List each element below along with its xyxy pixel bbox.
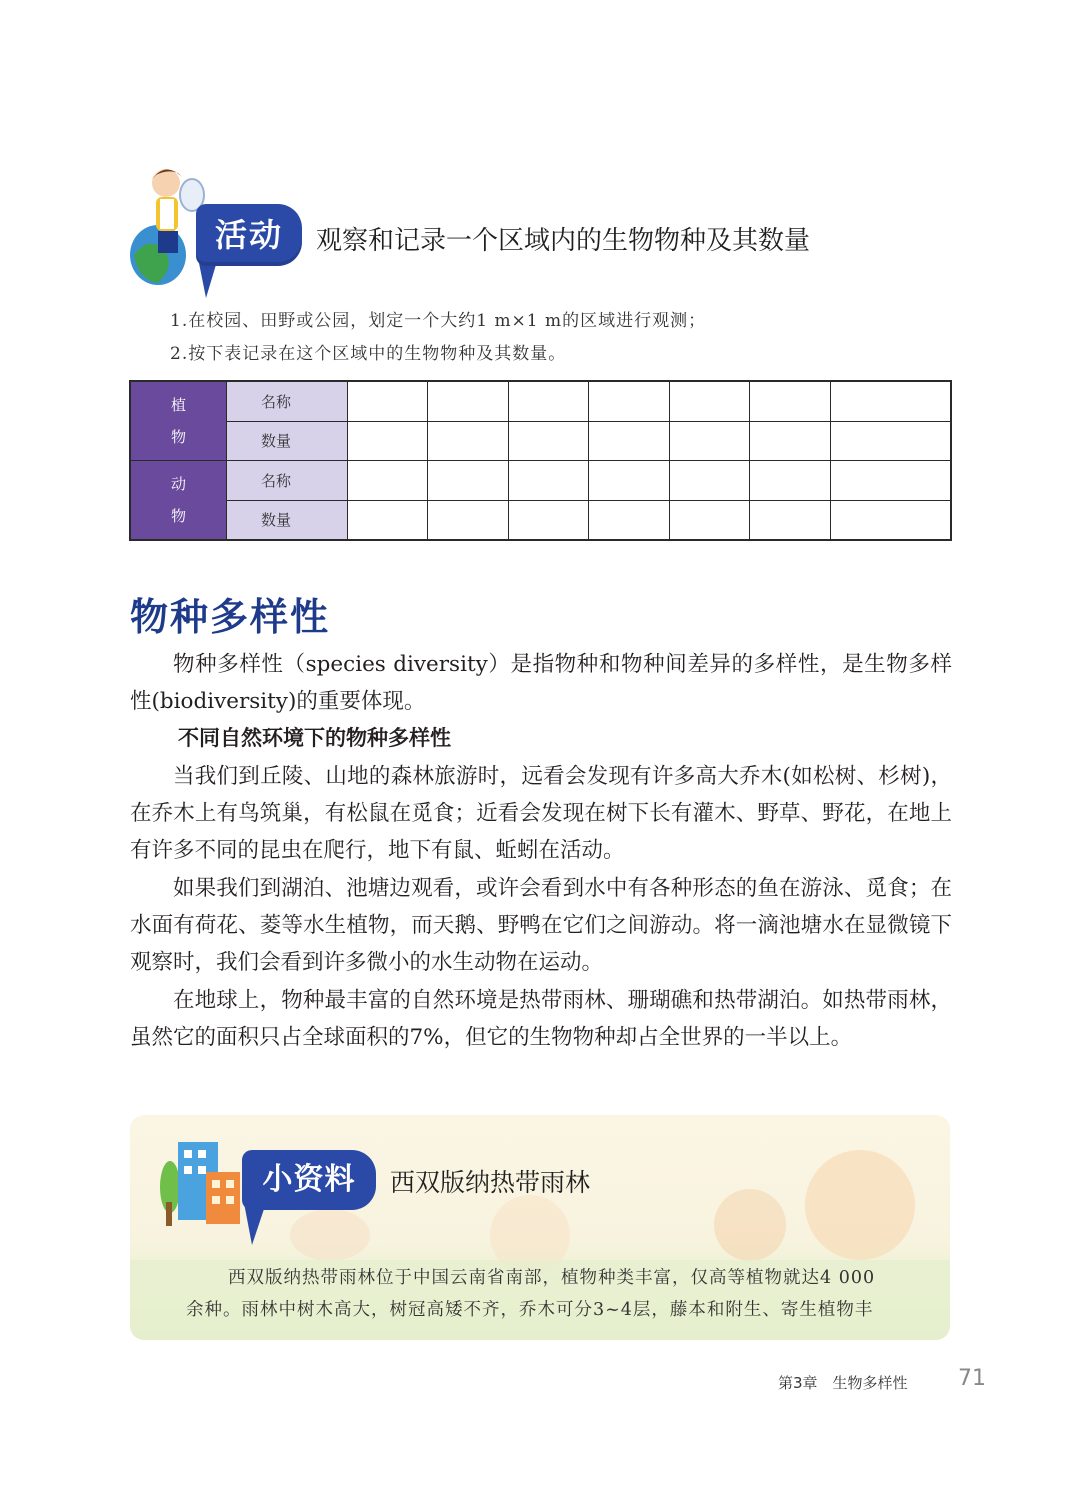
info-text-line-2: 余种。雨林中树木高大，树冠高矮不齐，乔木可分3~4层，藤本和附生、寄生植物丰 bbox=[186, 1300, 874, 1320]
table-row bbox=[130, 421, 951, 460]
category-char: 物 bbox=[170, 506, 186, 525]
row-label-count: 数量 bbox=[227, 500, 348, 540]
table-cell bbox=[348, 381, 428, 421]
subheading: 不同自然环境下的物种多样性 bbox=[178, 726, 451, 750]
table-cell bbox=[750, 381, 830, 421]
table-cell bbox=[428, 381, 508, 421]
table-cell bbox=[589, 421, 669, 460]
page-number: 71 bbox=[958, 1366, 986, 1391]
category-animals bbox=[130, 460, 227, 540]
table-cell bbox=[589, 460, 669, 500]
table-row bbox=[130, 500, 951, 540]
table-cell bbox=[750, 460, 830, 500]
table-row bbox=[130, 381, 951, 421]
table-cell bbox=[669, 381, 749, 421]
observation-table bbox=[129, 380, 952, 541]
category-char: 动 bbox=[170, 474, 186, 493]
table-cell bbox=[830, 500, 951, 540]
paragraph-forest: 当我们到丘陵、山地的森林旅游时，远看会发现有许多高大乔木(如松树、杉树)，在乔木上有鸟筑巢，有松鼠在觅食；近看会发现在树下长有灌木、野草、野花，在地上有许多不同的昆虫在爬行，地下有鼠、蚯蚓在活动。 bbox=[130, 764, 952, 863]
activity-badge: 活动 bbox=[196, 204, 302, 266]
activity-title: 观察和记录一个区域内的生物物种及其数量 bbox=[316, 226, 811, 256]
table-cell bbox=[750, 500, 830, 540]
table-cell bbox=[428, 500, 508, 540]
table-cell bbox=[830, 381, 951, 421]
paragraph-lake: 如果我们到湖泊、池塘边观看，或许会看到水中有各种形态的鱼在游泳、觅食；在水面有荷花、菱等水生植物，而天鹅、野鸭在它们之间游动。将一滴池塘水在显微镜下观察时，我们会看到许多微小的水生动物在运动。 bbox=[130, 876, 952, 975]
table-cell bbox=[508, 500, 588, 540]
table-cell bbox=[348, 500, 428, 540]
activity-step-2: 2.按下表记录在这个区域中的生物物种及其数量。 bbox=[170, 344, 567, 364]
table-cell bbox=[428, 460, 508, 500]
table-cell bbox=[830, 460, 951, 500]
table-cell bbox=[669, 460, 749, 500]
info-badge: 小资料 bbox=[242, 1150, 376, 1210]
row-label-name: 名称 bbox=[227, 460, 348, 500]
table-cell bbox=[750, 421, 830, 460]
category-char: 物 bbox=[170, 427, 186, 446]
paragraph-rainforest: 在地球上，物种最丰富的自然环境是热带雨林、珊瑚礁和热带湖泊。如热带雨林，虽然它的面积只占全球面积的7%，但它的生物物种却占全世界的一半以上。 bbox=[130, 988, 952, 1050]
table-cell bbox=[589, 500, 669, 540]
table-cell bbox=[669, 421, 749, 460]
table-row bbox=[130, 460, 951, 500]
row-label-count: 数量 bbox=[227, 421, 348, 460]
row-label-name: 名称 bbox=[227, 381, 348, 421]
table-cell bbox=[508, 381, 588, 421]
intro-paragraph: 物种多样性（species diversity）是指物种和物种间差异的多样性，是生物多样性(biodiversity)的重要体现。 bbox=[130, 652, 952, 714]
table-cell bbox=[348, 421, 428, 460]
footer-chapter: 第3章 生物多样性 bbox=[778, 1374, 908, 1392]
table-cell bbox=[589, 381, 669, 421]
activity-step-1: 1.在校园、田野或公园，划定一个大约1 m×1 m的区域进行观测； bbox=[170, 311, 707, 331]
table-cell bbox=[508, 421, 588, 460]
category-char: 植 bbox=[170, 395, 186, 414]
info-title: 西双版纳热带雨林 bbox=[390, 1168, 591, 1197]
table-cell bbox=[508, 460, 588, 500]
section-title: 物种多样性 bbox=[130, 595, 331, 639]
books-icon bbox=[150, 1132, 250, 1232]
table-cell bbox=[830, 421, 951, 460]
category-plants bbox=[130, 381, 227, 460]
table-cell bbox=[669, 500, 749, 540]
table-cell bbox=[348, 460, 428, 500]
table-cell bbox=[428, 421, 508, 460]
info-text-line-1: 西双版纳热带雨林位于中国云南省南部，植物种类丰富，仅高等植物就达4 000 bbox=[228, 1268, 876, 1288]
